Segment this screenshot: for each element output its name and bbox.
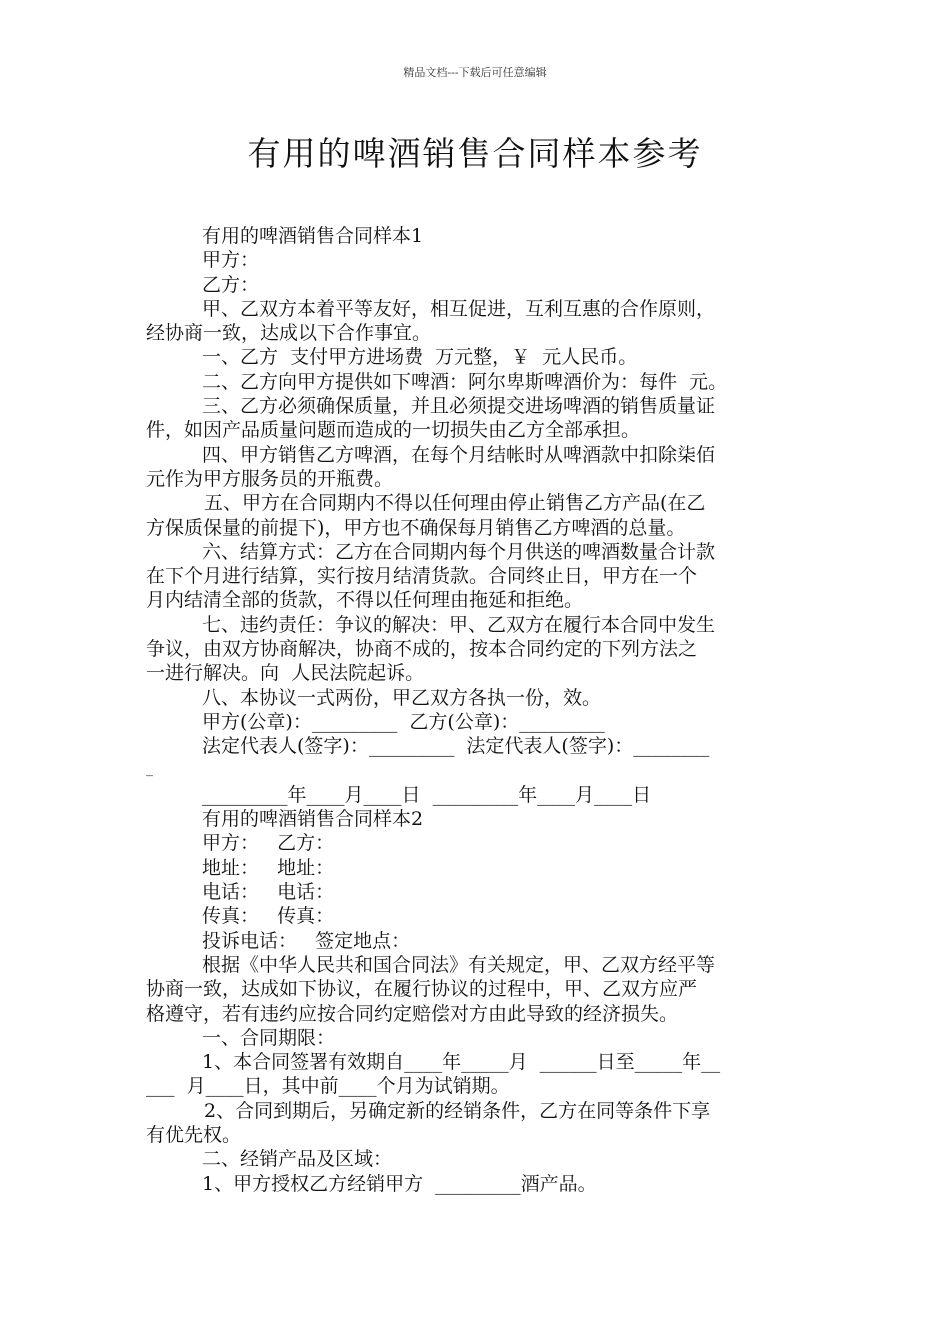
clause-line: 七、违约责任：争议的解决：甲、乙双方在履行本合同中发生 bbox=[202, 613, 716, 636]
clause-line: 2、合同到期后，另确定新的经销条件，乙方在同等条件下享 bbox=[204, 1099, 711, 1122]
clause-line: 五、甲方在合同期内不得以任何理由停止销售乙方产品(在乙 bbox=[204, 492, 706, 515]
clause-line: 方保质保量的前提下)，甲方也不确保每月销售乙方啤酒的总量。 bbox=[146, 516, 686, 539]
fax-line: 传真： 传真： bbox=[202, 905, 335, 928]
document-title: 有用的啤酒销售合同样本参考 bbox=[247, 134, 703, 173]
paragraph-line: 协商一致，达成如下协议，在履行协议的过程中，甲、乙双方应严 bbox=[146, 978, 698, 1001]
subheading-products: 二、经销产品及区域： bbox=[202, 1148, 393, 1171]
clause-line: 八、本协议一式两份，甲乙双方各执一份，效。 bbox=[202, 686, 602, 709]
paragraph-line: 根据《中华人民共和国合同法》有关规定，甲、乙双方经平等 bbox=[202, 953, 716, 976]
section-heading-2: 有用的啤酒销售合同样本2 bbox=[202, 808, 424, 831]
clause-line: 争议，由双方协商解决，协商不成的，按本合同约定的下列方法之 bbox=[146, 638, 698, 661]
clause-line: 有优先权。 bbox=[146, 1123, 242, 1146]
signature-line: 法定代表人(签字)：_________ 法定代表人(签字)：________ bbox=[202, 735, 710, 758]
clause-line: 件，如因产品质量问题而造成的一切损失由乙方全部承担。 bbox=[146, 419, 641, 442]
complaint-line: 投诉电话： 签定地点： bbox=[202, 929, 411, 952]
clause-line: 四、甲方销售乙方啤酒，在每个月结帐时从啤酒款中扣除柒佰 bbox=[202, 443, 716, 466]
document-body bbox=[146, 224, 806, 1196]
address-line: 地址： 地址： bbox=[202, 856, 335, 879]
section-heading-1: 有用的啤酒销售合同样本1 bbox=[202, 225, 424, 247]
date-line: _________年____月____日 _________年____月____日 bbox=[202, 783, 652, 806]
clause-line: 一、乙方 支付甲方进场费 万元整，￥ 元人民币。 bbox=[202, 346, 638, 369]
clause-line: 二、乙方向甲方提供如下啤酒：阿尔卑斯啤酒价为：每件 元。 bbox=[202, 370, 728, 393]
paragraph-line: 经协商一致，达成以下合作事宜。 bbox=[146, 322, 432, 345]
clause-line: 1、甲方授权乙方经销甲方 _________酒产品。 bbox=[202, 1172, 597, 1195]
clause-line: ___ 月____日，其中前____个月为试销期。 bbox=[146, 1075, 510, 1098]
paragraph-line: 格遵守，若有违约应按合同约定赔偿对方由此导致的经济损失。 bbox=[146, 1002, 679, 1025]
seal-line: 甲方(公章)：_________ 乙方(公章)：_________ bbox=[202, 710, 605, 733]
clause-line: 在下个月进行结算，实行按月结清货款。合同终止日，甲方在一个 bbox=[146, 565, 698, 588]
clause-line: 一进行解决。向 人民法院起诉。 bbox=[146, 662, 425, 685]
party-line: 甲方： 乙方： bbox=[202, 832, 335, 855]
paragraph-line: 甲、乙双方本着平等友好，相互促进，互利互惠的合作原则， bbox=[202, 297, 716, 320]
clause-line: 月内结清全部的货款，不得以任何理由拖延和拒绝。 bbox=[146, 589, 584, 612]
clause-line: 六、结算方式：乙方在合同期内每个月供送的啤酒数量合计款 bbox=[202, 540, 716, 563]
party-b-line: 乙方： bbox=[202, 273, 260, 296]
signature-overflow: _ bbox=[146, 760, 153, 777]
clause-line: 三、乙方必须确保质量，并且必须提交进场啤酒的销售质量证 bbox=[202, 395, 716, 418]
phone-line: 电话： 电话： bbox=[202, 881, 335, 904]
clause-line: 元作为甲方服务员的开瓶费。 bbox=[146, 467, 394, 490]
page-header: 精品文档---下载后可任意编辑 bbox=[403, 66, 547, 79]
clause-line: 1、本合同签署有效期自____年_____月 ______日至_____年__ bbox=[202, 1051, 721, 1074]
party-a-line: 甲方： bbox=[202, 249, 260, 272]
subheading-term: 一、合同期限： bbox=[202, 1026, 336, 1049]
